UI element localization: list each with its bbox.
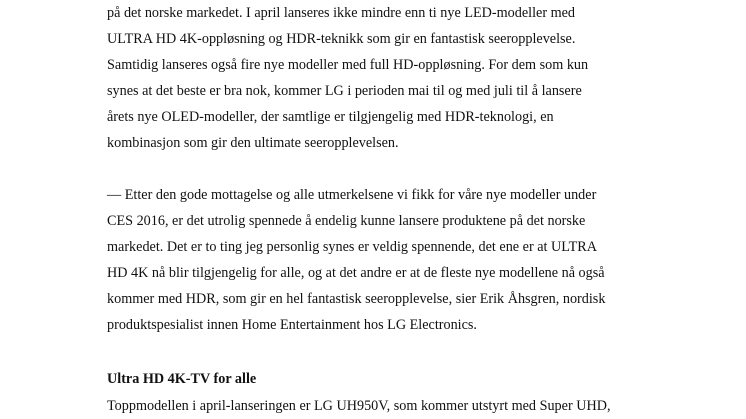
paragraph-1-line: ULTRA HD 4K-oppløsning og HDR-teknikk som gir en fantastisk seeropplevelse. bbox=[107, 31, 576, 47]
paragraph-1-line: kombinasjon som gir den ultimate seeropplevelsen. bbox=[107, 135, 399, 151]
paragraph-2-line: markedet. Det er to ting jeg personlig synes er veldig spennende, det ene er at ULTRA bbox=[107, 239, 597, 255]
paragraph-2-line: — Etter den gode mottagelse og alle utmerkelsene vi fikk for våre nye modeller under bbox=[107, 187, 597, 203]
section-heading: Ultra HD 4K-TV for alle bbox=[107, 371, 257, 387]
paragraph-3-line: Toppmodellen i april-lanseringen er LG UH950V, som kommer utstyrt med Super UHD, bbox=[107, 398, 611, 414]
paragraph-2-line: kommer med HDR, som gir en hel fantastisk seeropplevelse, sier Erik Åhsgren, nordisk bbox=[107, 291, 606, 307]
paragraph-2-line: produktspesialist innen Home Entertainment hos LG Electronics. bbox=[107, 317, 477, 333]
paragraph-1-line: synes at det beste er bra nok, kommer LG i perioden mai til og med juli til å lansere bbox=[107, 83, 582, 99]
paragraph-2-line: CES 2016, er det utrolig spennede å endelig kunne lansere produktene på det norske bbox=[107, 213, 586, 229]
paragraph-1-line: årets nye OLED-modeller, der samtlige er tilgjengelig med HDR-teknologi, en bbox=[107, 109, 554, 125]
paragraph-2-line: HD 4K nå blir tilgjengelig for alle, og at det andre er at de fleste nye modellene nå også bbox=[107, 265, 605, 281]
paragraph-1-line: Samtidig lanseres også fire nye modeller med full HD-oppløsning. For dem som kun bbox=[107, 57, 589, 73]
paragraph-1-line: på det norske markedet. I april lanseres ikke mindre enn ti nye LED-modeller med bbox=[107, 5, 576, 21]
